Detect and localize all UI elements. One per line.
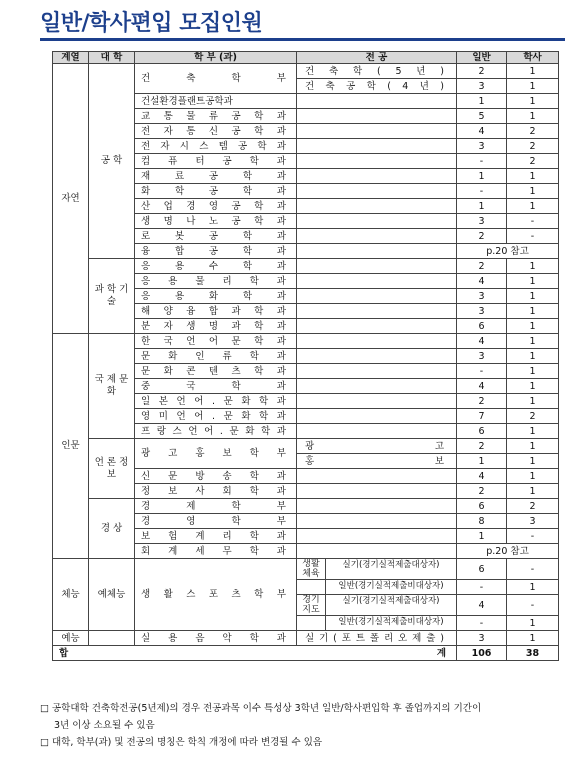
major-cell (297, 514, 457, 529)
general-count-cell: 3 (457, 304, 507, 319)
bachelor-count-cell: 1 (507, 379, 559, 394)
bachelor-count-cell: 1 (507, 349, 559, 364)
major-cell (297, 379, 457, 394)
header-major: 전 공 (297, 52, 457, 64)
major-cell (297, 349, 457, 364)
department-cell: 일 본 언 어 . 문 화 학 과 (135, 394, 297, 409)
department-cell: 경 제 학 부 (135, 499, 297, 514)
bachelor-count-cell: 1 (507, 394, 559, 409)
major-cell (297, 199, 457, 214)
bachelor-count-cell: 2 (507, 124, 559, 139)
general-count-cell: 1 (457, 169, 507, 184)
general-count-cell: 3 (457, 139, 507, 154)
note-1-cont: 3년 이상 소요될 수 있음 (54, 720, 155, 731)
bachelor-count-cell: 1 (507, 94, 559, 109)
bachelor-count-cell: 1 (507, 64, 559, 79)
bachelor-count-cell: 1 (507, 79, 559, 94)
general-count-cell: 6 (457, 499, 507, 514)
major-cell (297, 154, 457, 169)
bachelor-count-cell: 1 (507, 439, 559, 454)
major-cell (297, 595, 457, 616)
bachelor-count-cell: - (507, 214, 559, 229)
sports-sub-track: 일반(경기실적제출비대상자) (325, 616, 456, 630)
department-cell: 프 랑 스 언 어 . 문 화 학 과 (135, 424, 297, 439)
major-cell: 실 기 ( 포 트 폴 리 오 제 출 ) (297, 631, 457, 646)
department-cell: 건 축 학 부 (135, 64, 297, 94)
general-count-cell: 3 (457, 214, 507, 229)
department-cell: 실 용 음 악 학 과 (135, 631, 297, 646)
major-cell (297, 499, 457, 514)
table-row (53, 334, 559, 349)
general-count-cell: 1 (457, 94, 507, 109)
major-cell (297, 469, 457, 484)
general-count-cell: 3 (457, 79, 507, 94)
department-cell: 컴 퓨 터 공 학 과 (135, 154, 297, 169)
department-cell: 전 자 시 스 템 공 학 과 (135, 139, 297, 154)
department-cell: 전 자 통 신 공 학 과 (135, 124, 297, 139)
college-cell: 언 론 정 보 (89, 439, 135, 499)
general-count-cell: 1 (457, 454, 507, 469)
major-cell (297, 484, 457, 499)
general-count-cell: 4 (457, 379, 507, 394)
department-cell: 중 국 학 과 (135, 379, 297, 394)
major-cell (297, 109, 457, 124)
bachelor-count-cell: 1 (507, 259, 559, 274)
major-cell (297, 559, 457, 580)
general-count-cell: 7 (457, 409, 507, 424)
bachelor-count-cell: 2 (507, 409, 559, 424)
major-cell (297, 544, 457, 559)
general-count-cell: 4 (457, 274, 507, 289)
sports-track-label: 생활 체육 (302, 559, 320, 579)
major-cell: 홍 보 (297, 454, 457, 469)
department-cell: 회 계 세 무 학 과 (135, 544, 297, 559)
sports-sub-track: 일반(경기실적제출비대상자) (325, 580, 456, 594)
major-cell (297, 364, 457, 379)
major-cell (297, 274, 457, 289)
bachelor-count-cell: 1 (507, 616, 559, 631)
department-cell: 생 활 스 포 츠 학 부 (135, 559, 297, 631)
general-count-cell: p.20 참고 (457, 244, 559, 259)
major-cell (297, 244, 457, 259)
header-general: 일반 (457, 52, 507, 64)
table-row (53, 439, 559, 454)
major-cell (297, 289, 457, 304)
sports-track-label: 경기 지도 (302, 595, 320, 615)
department-cell: 영 미 언 어 . 문 화 학 과 (135, 409, 297, 424)
major-cell: 광 고 (297, 439, 457, 454)
college-cell: 공 학 (89, 64, 135, 259)
general-count-cell: 6 (457, 424, 507, 439)
table-row (53, 499, 559, 514)
department-cell: 응 용 물 리 학 과 (135, 274, 297, 289)
department-cell: 교 통 물 류 공 학 과 (135, 109, 297, 124)
bachelor-count-cell: 1 (507, 631, 559, 646)
major-cell (297, 184, 457, 199)
bachelor-count-cell: - (507, 595, 559, 616)
header-college: 대 학 (89, 52, 135, 64)
general-count-cell: 3 (457, 631, 507, 646)
department-cell: 건설환경플랜트공학과 (135, 94, 297, 109)
major-cell: 건 축 공 학 ( 4 년 ) (297, 79, 457, 94)
bachelor-count-cell: 1 (507, 469, 559, 484)
header-field: 계열 (53, 52, 89, 64)
major-cell (297, 139, 457, 154)
bachelor-count-cell: 1 (507, 199, 559, 214)
bachelor-count-cell: 2 (507, 154, 559, 169)
department-cell: 응 용 수 학 과 (135, 259, 297, 274)
general-count-cell: 2 (457, 229, 507, 244)
bachelor-count-cell: 2 (507, 139, 559, 154)
college-cell (89, 631, 135, 646)
general-count-cell: 2 (457, 64, 507, 79)
major-cell (297, 334, 457, 349)
field-cell: 예능 (53, 631, 89, 646)
header-bachelor: 학사 (507, 52, 559, 64)
department-cell: 해 양 융 합 과 학 과 (135, 304, 297, 319)
department-cell: 문 화 인 류 학 과 (135, 349, 297, 364)
general-count-cell: 6 (457, 319, 507, 334)
bachelor-count-cell: 3 (507, 514, 559, 529)
field-cell: 자연 (53, 64, 89, 334)
notes (40, 700, 570, 751)
page-title: 일반/학사편입 모집인원 (40, 11, 263, 36)
college-cell: 과 학 기 술 (89, 259, 135, 334)
bachelor-count-cell: 1 (507, 454, 559, 469)
general-count-cell: - (457, 580, 507, 595)
bachelor-count-cell: 1 (507, 484, 559, 499)
bachelor-count-cell: 1 (507, 274, 559, 289)
major-cell (297, 124, 457, 139)
major-cell (297, 169, 457, 184)
total-bachelor-cell: 38 (507, 646, 559, 661)
general-count-cell: 6 (457, 559, 507, 580)
bachelor-count-cell: - (507, 529, 559, 544)
general-count-cell: 1 (457, 199, 507, 214)
table-row (53, 259, 559, 274)
general-count-cell: 8 (457, 514, 507, 529)
sports-track-spacer (297, 580, 325, 594)
admissions-table (52, 51, 559, 661)
bachelor-count-cell: 1 (507, 109, 559, 124)
bachelor-count-cell: - (507, 559, 559, 580)
table-row (53, 64, 559, 79)
major-cell (297, 529, 457, 544)
general-count-cell: - (457, 616, 507, 631)
bachelor-count-cell: 1 (507, 304, 559, 319)
general-count-cell: - (457, 184, 507, 199)
bachelor-count-cell: 1 (507, 334, 559, 349)
department-cell: 문 화 콘 텐 츠 학 과 (135, 364, 297, 379)
department-cell: 분 자 생 명 과 학 과 (135, 319, 297, 334)
department-cell: 로 봇 공 학 과 (135, 229, 297, 244)
header-department: 학 부 (과) (135, 52, 297, 64)
general-count-cell: 4 (457, 334, 507, 349)
major-cell (297, 394, 457, 409)
bachelor-count-cell: 1 (507, 184, 559, 199)
bachelor-count-cell: 1 (507, 580, 559, 595)
general-count-cell: 2 (457, 484, 507, 499)
college-cell: 예체능 (89, 559, 135, 631)
department-cell: 융 합 공 학 과 (135, 244, 297, 259)
bachelor-count-cell: 1 (507, 289, 559, 304)
college-cell: 국 제 문 화 (89, 334, 135, 439)
bachelor-count-cell: - (507, 229, 559, 244)
field-cell: 체능 (53, 559, 89, 631)
college-cell: 경 상 (89, 499, 135, 559)
department-cell: 경 영 학 부 (135, 514, 297, 529)
general-count-cell: - (457, 364, 507, 379)
total-row (53, 646, 559, 661)
major-cell (297, 214, 457, 229)
department-cell: 응 용 화 학 과 (135, 289, 297, 304)
major-cell (297, 94, 457, 109)
general-count-cell: 2 (457, 259, 507, 274)
general-count-cell: - (457, 154, 507, 169)
general-count-cell: 2 (457, 394, 507, 409)
general-count-cell: 4 (457, 124, 507, 139)
major-cell (297, 259, 457, 274)
department-cell: 신 문 방 송 학 과 (135, 469, 297, 484)
table-row (53, 559, 559, 580)
general-count-cell: 2 (457, 439, 507, 454)
title-underline (40, 38, 565, 41)
note-2: □ 대학, 학부(과) 및 전공의 명칭은 학칙 개정에 따라 변경될 수 있음 (40, 737, 323, 748)
total-general-cell: 106 (457, 646, 507, 661)
department-cell: 광 고 홍 보 학 부 (135, 439, 297, 469)
field-cell: 인문 (53, 334, 89, 559)
bachelor-count-cell: 2 (507, 499, 559, 514)
department-cell: 보 험 계 리 학 과 (135, 529, 297, 544)
bachelor-count-cell: 1 (507, 364, 559, 379)
general-count-cell: p.20 참고 (457, 544, 559, 559)
major-cell: 건 축 학 ( 5 년 ) (297, 64, 457, 79)
department-cell: 재 료 공 학 과 (135, 169, 297, 184)
table-header-row (53, 52, 559, 64)
table-row (53, 631, 559, 646)
major-cell (297, 424, 457, 439)
bachelor-count-cell: 1 (507, 424, 559, 439)
major-cell (297, 580, 457, 595)
department-cell: 한 국 언 어 문 학 과 (135, 334, 297, 349)
sports-sub-track: 실기(경기실적제출대상자) (325, 559, 456, 579)
general-count-cell: 3 (457, 289, 507, 304)
note-1: □ 공학대학 건축학전공(5년제)의 경우 전공과목 이수 특성상 3학년 일반/학사편입학 후 졸업까지의 기간이 (40, 703, 482, 714)
department-cell: 생 명 나 노 공 학 과 (135, 214, 297, 229)
major-cell (297, 319, 457, 334)
department-cell: 산 업 경 영 공 학 과 (135, 199, 297, 214)
major-cell (297, 616, 457, 631)
bachelor-count-cell: 1 (507, 169, 559, 184)
general-count-cell: 1 (457, 529, 507, 544)
general-count-cell: 4 (457, 595, 507, 616)
sports-sub-track: 실기(경기실적제출대상자) (325, 595, 456, 615)
total-label-cell: 합 계 (53, 646, 457, 661)
department-cell: 정 보 사 회 학 과 (135, 484, 297, 499)
table-body (53, 64, 559, 661)
general-count-cell: 4 (457, 469, 507, 484)
department-cell: 화 학 공 학 과 (135, 184, 297, 199)
general-count-cell: 5 (457, 109, 507, 124)
sports-track-spacer (297, 616, 325, 630)
major-cell (297, 304, 457, 319)
major-cell (297, 229, 457, 244)
bachelor-count-cell: 1 (507, 319, 559, 334)
major-cell (297, 409, 457, 424)
general-count-cell: 3 (457, 349, 507, 364)
